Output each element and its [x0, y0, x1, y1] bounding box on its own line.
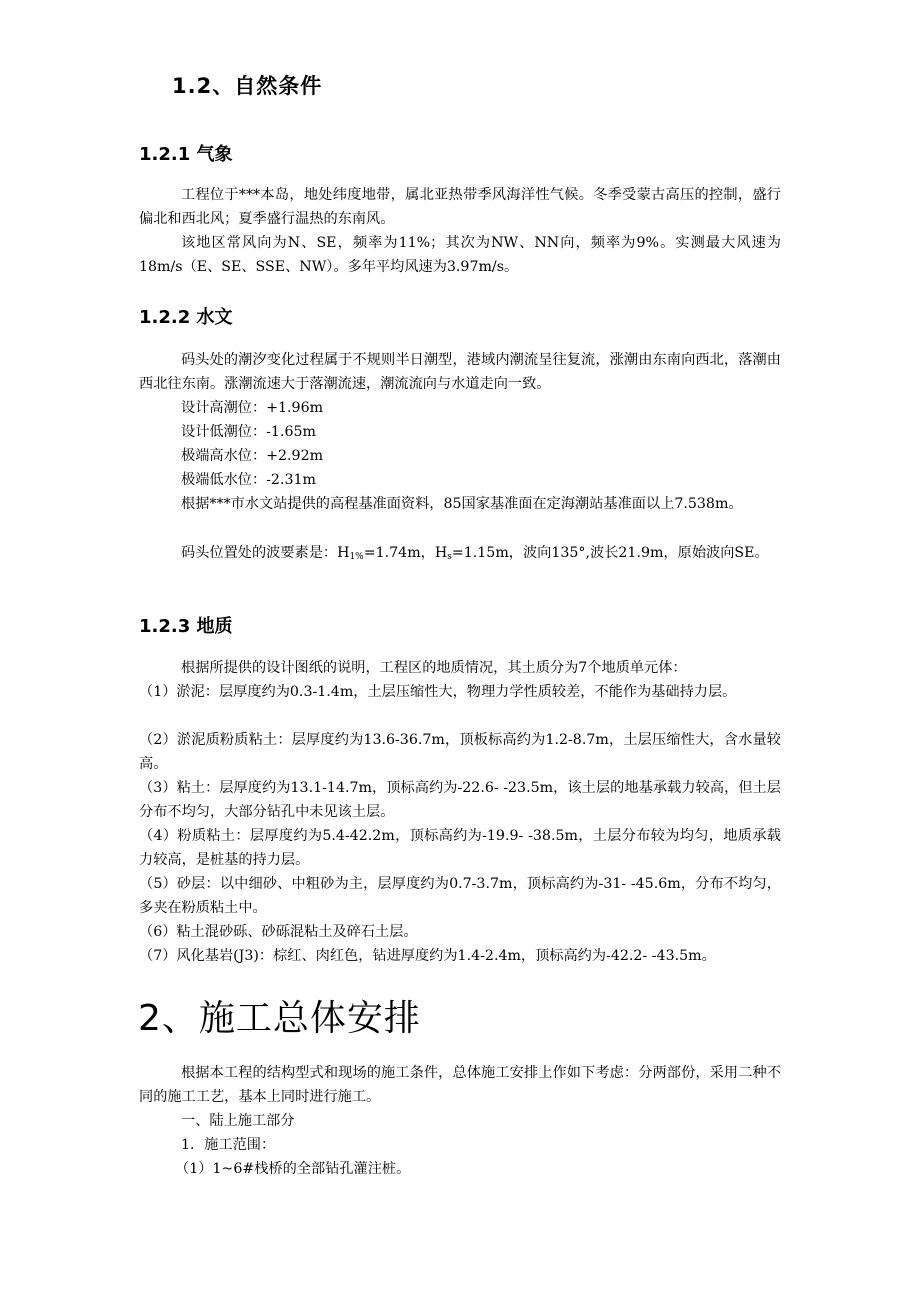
wave-text-prefix: 码头位置处的波要素是：H: [181, 545, 350, 561]
section-heading-1-2: 1.2、自然条件: [172, 74, 323, 98]
geology-item-6: （6）粘土混砂砾、砂砾混粘土及碎石土层。: [139, 924, 418, 940]
wave-text-rest: =1.15m，波向135°,波长21.9m，原始波向SE。: [451, 545, 769, 561]
geology-item-2: （2）淤泥质粉质粘土：层厚度约为13.6-36.7m，顶板标高约为1.2-8.7m，土层压缩性大，含水量较高。: [139, 732, 781, 772]
weather-paragraph-1: 工程位于***本岛，地处纬度地带，属北亚热带季风海洋性气候。冬季受蒙古高压的控制，盛行偏北和西北风；夏季盛行温热的东南风。: [139, 187, 781, 227]
hydrology-paragraph-1: 码头处的潮汐变化过程属于不规则半日潮型，港域内潮流呈往复流，涨潮由东南向西北，落潮由西北往东南。涨潮流速大于落潮流速，潮流流向与水道走向一致。: [139, 352, 781, 392]
wave-text-mid: =1.74m，H: [363, 545, 448, 561]
geology-item-7: （7）风化基岩(J3)：棕红、肉红色，钻进厚度约为1.4-2.4m，顶标高约为-42.2- -43.5m。: [139, 948, 716, 964]
geology-item-5: （5）砂层：以中细砂、中粗砂为主，层厚度约为0.7-3.7m，顶标高约为-31- -45.6m，分布不均匀，多夹在粉质粘土中。: [139, 876, 781, 916]
construction-scope-item-1: （1）1~6#栈桥的全部钻孔灌注桩。: [175, 1161, 411, 1177]
hydrology-paragraph-2: 根据***市水文站提供的高程基准面资料，85国家基准面在定海潮站基准面以上7.538m。: [181, 496, 743, 512]
wave-elements-paragraph: [139, 541, 781, 569]
geology-item-4: （4）粉质粘土：层厚度约为5.4-42.2m，顶标高约为-19.9- -38.5m，土层分布较为均匀，地质承载力较高，是桩基的持力层。: [139, 828, 781, 868]
subsection-heading-geology: 1.2.3 地质: [139, 616, 233, 637]
wave-hs-subscript: s: [447, 552, 452, 562]
weather-paragraph-2: 该地区常风向为N、SE，频率为11%；其次为NW、NN向，频率为9%。实测最大风速为18m/s（E、SE、SSE、NW）。多年平均风速为3.97m/s。: [139, 235, 781, 275]
extreme-low-water-level: 极端低水位：-2.31m: [181, 472, 316, 488]
subsection-heading-hydrology: 1.2.2 水文: [139, 307, 233, 328]
subsection-heading-weather: 1.2.1 气象: [139, 144, 233, 165]
geology-item-3: （3）粘土：层厚度约为13.1-14.7m，顶标高约为-22.6- -23.5m，该土层的地基承载力较高，但土层分布不均匀，大部分钻孔中未见该土层。: [139, 780, 781, 820]
design-high-tide-level: 设计高潮位：+1.96m: [181, 400, 324, 416]
geology-item-1: （1）淤泥：层厚度约为0.3-1.4m，土层压缩性大，物理力学性质较差，不能作为基础持力层。: [139, 684, 737, 700]
construction-scope-heading: 1．施工范围：: [181, 1137, 276, 1153]
construction-overview-paragraph: 根据本工程的结构型式和现场的施工条件，总体施工安排上作如下考虑：分两部份，采用二种不同的施工工艺，基本上同时进行施工。: [139, 1065, 781, 1105]
extreme-high-water-level: 极端高水位：+2.92m: [181, 448, 324, 464]
design-low-tide-level: 设计低潮位：-1.65m: [181, 424, 316, 440]
geology-intro: 根据所提供的设计图纸的说明，工程区的地质情况，其土质分为7个地质单元体：: [181, 660, 687, 676]
section-heading-2: 2、施工总体安排: [138, 998, 421, 1039]
land-construction-heading: 一、陆上施工部分: [181, 1113, 295, 1129]
wave-h1-subscript: 1%: [349, 552, 364, 562]
